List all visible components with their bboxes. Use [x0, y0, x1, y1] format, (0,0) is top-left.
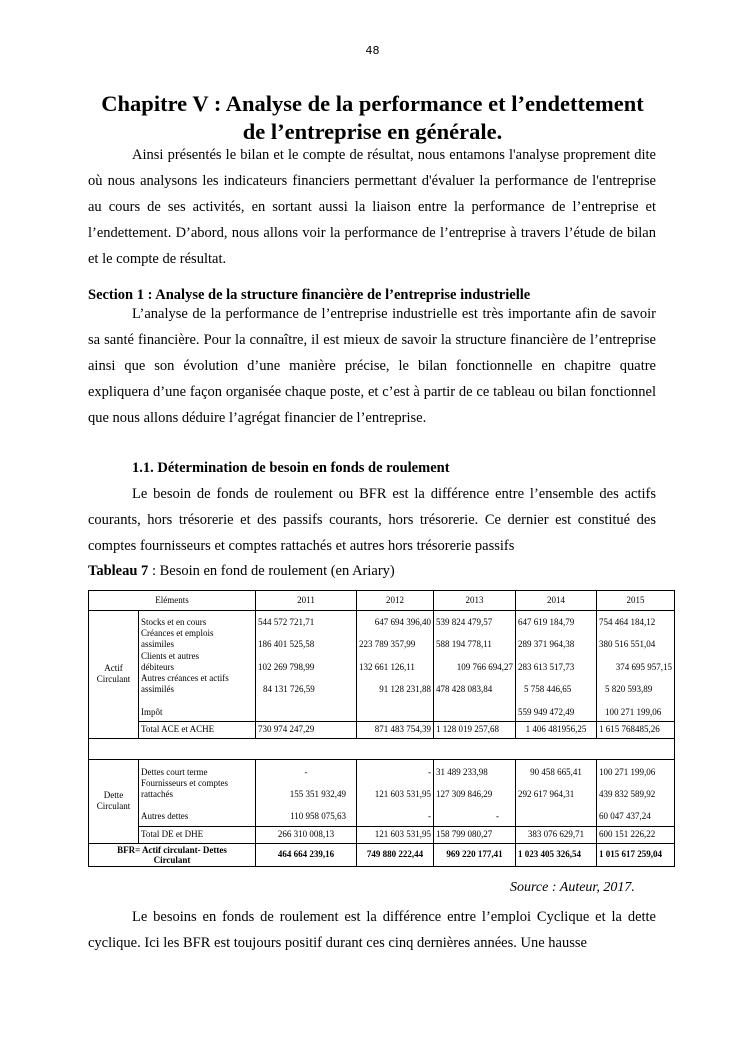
- value-cell: [518, 800, 594, 811]
- dette-row: [89, 759, 675, 826]
- total-de-value: 121 603 531,95: [357, 826, 434, 843]
- section-paragraph: L’analyse de la performance de l’entreprise industrielle est très importante afin de savoir sa santé financière. Pour la connaître, il est mieux de savoir la structure financière de l’entreprise ainsi que son évolution d’une manière précise, le bilan fonctionnelle en chapitre quatre expliquera d’une façon organisée chaque poste, et c’est à partir de ce tableau ou bilan fonctionnel que nous allons déduire l’agrégat financier de l’entreprise.: [88, 306, 656, 426]
- table-header-row: [89, 591, 675, 611]
- value-cell: [359, 628, 431, 639]
- value-cell: 478 428 083,84: [436, 684, 493, 695]
- value-cell: 109 766 694,27: [456, 661, 513, 672]
- value-cell: [518, 673, 594, 684]
- total-de-value: 266 310 008,13: [256, 826, 357, 843]
- total-ace-label: Total ACE et ACHE: [139, 721, 256, 738]
- actif-item: Clients et autres: [141, 650, 199, 661]
- value-cell: [599, 651, 672, 662]
- value-cell: 292 617 964,31: [518, 789, 575, 800]
- value-cell: 121 603 531,95: [374, 789, 431, 800]
- value-cell: 374 695 957,15: [615, 661, 672, 672]
- page-number: 48: [365, 44, 380, 57]
- value-cell: 186 401 525,58: [258, 639, 315, 650]
- total-ace-value: 1 615 768485,26: [597, 721, 675, 738]
- actif-values-2014: [516, 611, 597, 722]
- value-cell: 155 351 932,49: [289, 789, 346, 800]
- value-cell: [258, 695, 354, 706]
- value-cell: [599, 800, 672, 811]
- value-cell: 544 572 721,71: [258, 617, 315, 627]
- value-cell: 283 613 517,73: [518, 661, 575, 672]
- actif-values-2015: [597, 611, 675, 722]
- total-de-value: 158 799 080,27: [434, 826, 516, 843]
- value-cell: 31 489 233,98: [436, 766, 488, 777]
- header-year: 2013: [434, 591, 516, 611]
- value-cell: [436, 695, 513, 706]
- actif-label-line: Actif: [104, 663, 123, 674]
- value-cell: 102 269 798,99: [258, 661, 315, 672]
- value-cell: 439 832 589,92: [599, 789, 656, 800]
- actif-item: Impôt: [141, 706, 163, 717]
- value-cell: 90 458 665,41: [530, 766, 582, 777]
- value-cell: -: [304, 766, 308, 777]
- total-de-label: Total DE et DHE: [139, 826, 256, 843]
- value-cell: [518, 695, 594, 706]
- value-cell: [436, 800, 513, 811]
- value-cell: 754 464 184,12: [599, 617, 656, 627]
- chapter-title: [60, 90, 685, 146]
- section-heading: Section 1 : Analyse de la structure financière de l’entreprise industrielle: [88, 287, 531, 303]
- value-cell: [258, 778, 354, 789]
- value-cell: 60 047 437,24: [599, 811, 651, 822]
- value-cell: 647 694 396,40: [374, 617, 431, 627]
- value-cell: 647 619 184,79: [518, 617, 575, 627]
- value-cell: [599, 695, 672, 706]
- actif-label-line: Circulant: [96, 674, 131, 685]
- bfr-value: 969 220 177,41: [434, 843, 516, 866]
- dette-items: [139, 759, 256, 826]
- table-source: Source : Auteur, 2017.: [510, 880, 635, 895]
- value-cell: -: [428, 766, 431, 777]
- value-cell: -: [496, 811, 499, 822]
- header-year: 2015: [597, 591, 675, 611]
- value-cell: 127 309 846,29: [436, 789, 493, 800]
- value-cell: 91 128 231,88: [379, 684, 431, 695]
- total-ace-row: [89, 721, 675, 738]
- bfr-value: 749 880 222,44: [357, 843, 434, 866]
- value-cell: [436, 628, 513, 639]
- value-cell: 5 820 593,89: [605, 684, 653, 695]
- bfr-value: 1 015 617 259,04: [597, 843, 675, 866]
- header-year: 2014: [516, 591, 597, 611]
- value-cell: [518, 628, 594, 639]
- actif-values-2013: [434, 611, 516, 722]
- spacer-row: [89, 738, 675, 759]
- value-cell: [359, 778, 431, 789]
- value-cell: [518, 651, 594, 662]
- chapter-title-line-1: Chapitre V : Analyse de la performance et l’endettement: [101, 91, 644, 116]
- value-cell: -: [428, 811, 431, 822]
- header-year: 2011: [256, 591, 357, 611]
- spacer-cell: [89, 738, 675, 759]
- dette-label-line: Circulant: [96, 801, 131, 812]
- value-cell: [518, 811, 594, 822]
- dette-item: Autres dettes: [141, 811, 189, 822]
- actif-item: Autres créances et actifs: [141, 672, 229, 683]
- subsection-paragraph: Le besoin de fonds de roulement ou BFR est la différence entre l’ensemble des actifs courants, hors trésorerie et des passifs courants, hors trésorerie. Ce dernier est constitué des comptes fournisseurs et comptes rattachés et autres hors trésorerie passifs: [88, 486, 656, 554]
- actif-label: [89, 611, 139, 739]
- total-de-row: [89, 826, 675, 843]
- total-ace-value: 730 974 247,29: [256, 721, 357, 738]
- bfr-table: [88, 590, 675, 867]
- value-cell: [359, 800, 431, 811]
- dette-label-line: Dette: [103, 789, 124, 800]
- actif-item: [141, 695, 253, 706]
- dette-values-2014: [516, 759, 597, 826]
- value-cell: [359, 707, 431, 718]
- bfr-label-line: BFR= Actif circulant- Dettes: [117, 844, 227, 855]
- total-ace-value: 1 128 019 257,68: [434, 721, 516, 738]
- dette-item: rattachés: [141, 789, 173, 800]
- value-cell: 100 271 199,06: [605, 706, 662, 717]
- total-ace-value: 871 483 754,39: [357, 721, 434, 738]
- bfr-value: 464 664 239,16: [256, 843, 357, 866]
- bfr-label-line: Circulant: [153, 854, 191, 865]
- actif-row: [89, 611, 675, 722]
- dette-item: [141, 800, 253, 811]
- value-cell: [359, 651, 431, 662]
- actif-item: assimilés: [141, 684, 174, 695]
- value-cell: 223 789 357,99: [359, 639, 416, 650]
- value-cell: [599, 673, 672, 684]
- value-cell: 539 824 479,57: [436, 617, 493, 627]
- table-caption: [88, 563, 395, 580]
- dette-values-2013: [434, 759, 516, 826]
- value-cell: 559 949 472,49: [518, 706, 575, 717]
- table-caption-label: Tableau 7: [88, 563, 149, 579]
- dette-values-2011: [256, 759, 357, 826]
- bfr-row: [89, 843, 675, 866]
- value-cell: [258, 800, 354, 811]
- value-cell: 289 371 964,38: [518, 639, 575, 650]
- intro-paragraph: Ainsi présentés le bilan et le compte de résultat, nous entamons l'analyse proprement dite où nous analysons les indicateurs financiers permettant d'évaluer la performance de l'entreprise au cours de ses activités, en sortant aussi la liaison entre la performance de l’entreprise et l’endettement. D’abord, nous allons voir la performance de l’entreprise à travers l’étude de bilan et le compte de résultat.: [88, 147, 656, 267]
- actif-item: débiteurs: [141, 661, 174, 672]
- final-paragraph: Le besoins en fonds de roulement est la différence entre l’emploi Cyclique et la dette cyclique. Ici les BFR est toujours positif durant ces cinq dernières années. Une hausse: [88, 909, 656, 951]
- value-cell: 5 758 446,65: [524, 684, 572, 695]
- actif-items: [139, 611, 256, 722]
- actif-values-2011: [256, 611, 357, 722]
- total-de-value: 383 076 629,71: [516, 826, 597, 843]
- total-de-value: 600 151 226,22: [597, 826, 675, 843]
- dette-label: [89, 759, 139, 843]
- value-cell: [599, 778, 672, 789]
- actif-item: Stocks et en cours: [141, 617, 207, 627]
- chapter-title-line-2: de l’entreprise en générale.: [242, 119, 503, 144]
- value-cell: [359, 695, 431, 706]
- value-cell: [258, 651, 354, 662]
- value-cell: [436, 651, 513, 662]
- value-cell: [359, 673, 431, 684]
- value-cell: [436, 673, 513, 684]
- dette-values-2012: [357, 759, 434, 826]
- total-ace-value: 1 406 481956,25: [516, 721, 597, 738]
- bfr-value: 1 023 405 326,54: [516, 843, 597, 866]
- dette-item: Fournisseurs et comptes: [141, 777, 228, 788]
- dette-item: Dettes court terme: [141, 766, 208, 777]
- value-cell: [258, 628, 354, 639]
- actif-values-2012: [357, 611, 434, 722]
- actif-item: Créances et emplois: [141, 628, 214, 639]
- subsection-heading: 1.1. Détermination de besoin en fonds de roulement: [132, 460, 450, 476]
- value-cell: 380 516 551,04: [599, 639, 656, 650]
- dette-values-2015: [597, 759, 675, 826]
- value-cell: 588 194 778,11: [436, 639, 492, 650]
- value-cell: 132 661 126,11: [359, 661, 415, 672]
- value-cell: [436, 707, 513, 718]
- value-cell: [258, 673, 354, 684]
- value-cell: 84 131 726,59: [263, 684, 315, 695]
- value-cell: [518, 778, 594, 789]
- header-elements: Eléments: [89, 591, 256, 611]
- value-cell: [599, 628, 672, 639]
- value-cell: [258, 707, 354, 718]
- value-cell: 110 958 075,63: [290, 811, 346, 822]
- header-year: 2012: [357, 591, 434, 611]
- table-caption-text: : Besoin en fond de roulement (en Ariary): [148, 563, 395, 579]
- bfr-label: [89, 843, 256, 866]
- value-cell: [436, 778, 513, 789]
- value-cell: 100 271 199,06: [599, 766, 656, 777]
- actif-item: assimiles: [141, 639, 174, 650]
